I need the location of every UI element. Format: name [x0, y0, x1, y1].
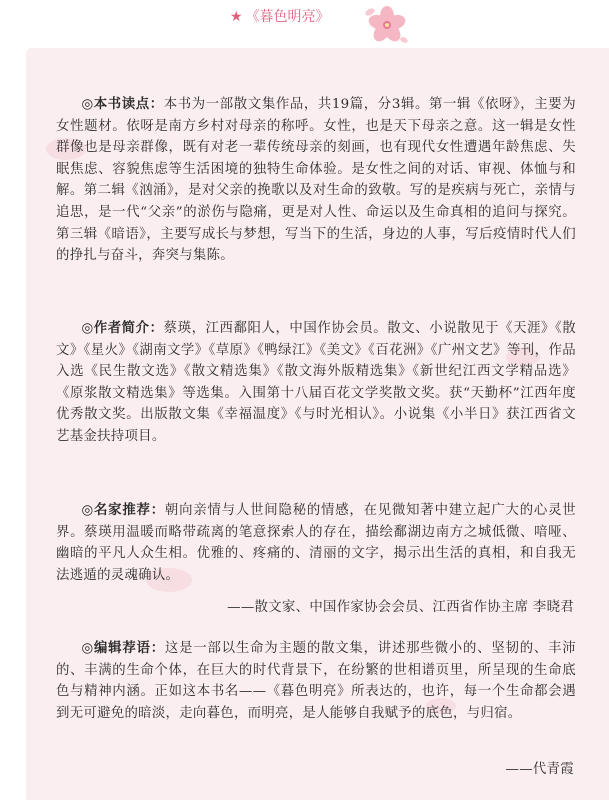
recommendation-text: 朝向亲情与人世间隐秘的情感，在见微知著中建立起广大的心灵世界。蔡瑛用温暖而略带疏离的笔意探索人的存在，描绘鄱湖边南方之城低微、喑哑、幽暗的平凡人众生相。优雅的、疼痛的、清丽的文字，揭示出生活的真相，和自我无法逃遁的灵魂确认。 [56, 503, 576, 583]
reading-points-text: 本书为一部散文集作品，共19篇，分3辑。第一辑《依呀》，主要为女性题材。依呀是南方乡村对母亲的称呼。女性，也是天下母亲之意。这一辑是女性群像也是母亲群像，既有对老一辈传统母亲的刻画，也有现代女性遭遇年龄焦虑、失眠焦虑、容貌焦虑等生活困境的独特生命体验。是女性之间的对话、审视、体恤与和解。第二辑《汹涌》，是对父亲的挽歌以及对生命的致敬。写的是疾病与死亡，亲情与追思，是一代“父亲”的淤伤与隐痛，更是对人性、命运以及生命真相的追问与探究。第三辑《暗语》，主要写成长与梦想，写当下的生活，身边的人事，写后疫情时代人们的挣扎与奋斗，奔突与集陈。 [56, 97, 577, 264]
editor-note-label: ◎编辑荐语： [81, 640, 165, 656]
editor-signature: ——代青霞 [505, 762, 574, 777]
reading-points-label: ◎本书读点： [81, 96, 164, 112]
editor-note-text: 这是一部以生命为主题的散文集，讲述那些微小的、坚韧的、丰沛的、丰满的生命个体，在巨大的时代背景下，在纷繁的世相谱页里，所呈现的生命底色与精神内涵。正如这本书名——《暮色明亮》所表达的，也许，每一个生命都会遇到无可避免的暗淡，走向暮色，而明亮，是人能够自我赋予的底色，与归宿。 [56, 641, 576, 721]
section-editor-note [56, 638, 576, 724]
book-title-text: 《暮色明亮》 [245, 9, 330, 25]
section-reading-points [56, 94, 576, 267]
section-recommendation [56, 500, 576, 586]
star-icon: ★ [230, 9, 243, 25]
author-intro-text: 蔡瑛，江西鄱阳人，中国作协会员。散文、小说散见于《天涯》《散文》《星火》《湖南文学》《草原》《鸭绿江》《美文》《百花洲》《广州文艺》等刊，作品入选《民生散文选》《散文精选集》《散文海外版精选集》《新世纪江西文学精品选》《原浆散文精选集》等选集。入围第十八届百花文学奖散文奖。获“天勤杯”江西年度优秀散文奖。出版散文集《幸福温度》《与时光相认》。小说集《小半日》获江西省文艺基金扶持项目。 [56, 321, 576, 444]
section-author-intro [56, 318, 576, 448]
recommendation-signature: ——散文家、中国作家协会会员、江西省作协主席 李晓君 [227, 600, 574, 615]
header [0, 0, 609, 46]
cherry-blossom-icon [362, 4, 410, 46]
author-intro-label: ◎作者简介： [81, 320, 164, 336]
recommendation-label: ◎名家推荐： [81, 502, 165, 518]
book-title [230, 6, 330, 26]
